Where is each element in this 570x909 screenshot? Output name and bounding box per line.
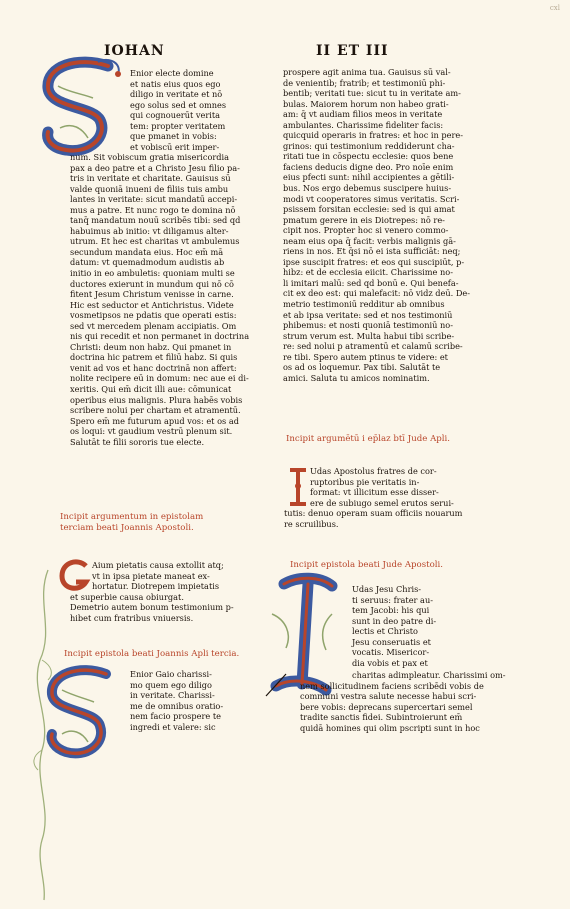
text-line: utrum. Et hec est charitas vt ambulemus bbox=[70, 236, 240, 247]
text-line: re tibi. Spero autem ptinus te videre: et bbox=[283, 351, 448, 362]
text-line: quidā homines qui olim pscripti sunt in hoc bbox=[300, 722, 480, 733]
text-line: strum verum est. Multa habui tibi scribe- bbox=[283, 330, 455, 341]
right-epistle-jude-indented bbox=[352, 584, 474, 668]
left-argument-3john-text bbox=[70, 560, 254, 623]
initial-g bbox=[58, 558, 92, 594]
text-line: Christi: deum non habz. Qui pmanet in bbox=[70, 341, 232, 352]
text-line: ingredi et valere: sic bbox=[130, 721, 216, 732]
text-line: valde quoniā inueni de filiis tuis ambu bbox=[70, 183, 229, 194]
rubric-line: terciam beati Joannis Apostoli. bbox=[60, 523, 194, 533]
text-line: sed vt mercedem plenam accipiatis. Om bbox=[70, 320, 237, 331]
text-line: nis qui recedit et non permanet in doctrina bbox=[70, 331, 250, 342]
text-line: cipit nos. Propter hoc si venero commo- bbox=[283, 225, 449, 236]
text-line: me de omnibus oratio- bbox=[130, 700, 224, 711]
text-line: de venientib; fratrib; et testimoniū phi- bbox=[283, 77, 446, 88]
text-line: lectis et Christo bbox=[352, 626, 418, 637]
text-line: Demetrio autem bonum testimonium p- bbox=[70, 602, 234, 613]
text-line: vocatis. Misericor- bbox=[352, 647, 430, 658]
text-line: vt in ipsa pietate maneat ex- bbox=[92, 570, 210, 581]
text-line: Enior electe domine bbox=[130, 68, 214, 78]
text-line: tradite sanctis fidei. Subintroierunt em̄ bbox=[300, 712, 463, 723]
text-line: initio in eo ambuletis: quoniam multi se bbox=[70, 268, 235, 279]
rubric-epistle-3john: Incipit epistola beati Joannis Apli tercia. bbox=[64, 649, 240, 659]
text-line: pmatum gerere in eis Diotrepes: nō re- bbox=[283, 214, 445, 225]
text-line: scribere nolui per chartam et atramentū. bbox=[70, 405, 241, 416]
text-line: doctrina hic patrem et filiū habz. Si quis bbox=[70, 352, 238, 363]
running-head-left: IOHAN bbox=[104, 43, 165, 59]
text-line: fitent Jesum Christum venisse in carne. bbox=[70, 289, 234, 300]
text-line: mo quem ego diligo bbox=[130, 679, 212, 690]
text-line: nem facio prospere te bbox=[130, 711, 222, 722]
folio-number: cxl bbox=[549, 4, 560, 12]
text-line: in veritate. Charissi- bbox=[130, 690, 215, 701]
text-line: charitas adimpleatur. Charissimi om- bbox=[352, 670, 506, 680]
text-line: xeritis. Qui em̄ dicit illi aue: cōmunicat bbox=[70, 384, 232, 395]
text-line: ipse suscipit fratres: et eos qui suscipiūt, p- bbox=[283, 256, 465, 267]
text-line: tem Jacobi: his qui bbox=[352, 605, 430, 616]
text-line: phibemus: et nosti quoniā testimoniū no- bbox=[283, 320, 453, 331]
text-line: communi vestra salute necesse habui scri- bbox=[300, 691, 477, 702]
text-line: Hic est seductor et Antichristus. Videte bbox=[70, 299, 234, 310]
left-block1-indented bbox=[130, 68, 252, 152]
text-line: ambulantes. Charissime fideliter facis: bbox=[283, 119, 444, 130]
text-line: grinos: qui testimonium reddiderunt cha- bbox=[283, 140, 455, 151]
left-epistle-3john-text bbox=[130, 669, 254, 732]
text-line: bulas. Maiorem horum non habeo grati- bbox=[283, 98, 449, 109]
text-line: Jesu conseruatis et bbox=[352, 636, 431, 647]
text-line: os loqui: vt gaudium vestrū plenum sit. bbox=[70, 426, 233, 437]
right-epistle-jude-full bbox=[300, 670, 506, 733]
text-line: tutis: denuo operam suam officiis nouarum bbox=[284, 508, 463, 519]
marginal-flourish-left bbox=[30, 570, 60, 900]
text-line: bentib; veritati tue: sicut tu in veritate am- bbox=[283, 88, 461, 99]
text-line: ego solus sed et omnes bbox=[130, 99, 227, 110]
text-line: num. Sit vobiscum gratia misericordia bbox=[70, 152, 230, 162]
text-line: tris in veritate et charitate. Gauisus sū bbox=[70, 173, 231, 184]
text-line: mus a patre. Et nunc rogo te domina nō bbox=[70, 204, 236, 215]
text-line: modi vt cooperatores simus veritatis. Scri- bbox=[283, 193, 460, 204]
text-line: os ad os loquemur. Pax tibi. Salutāt te bbox=[283, 362, 441, 373]
text-line: psissem forsitan ecclesie: sed is qui amat bbox=[283, 204, 455, 215]
rubric-line: Incipit argumentum in epistolam bbox=[60, 512, 204, 522]
text-line: datum: vt quemadmodum audistis ab bbox=[70, 257, 225, 268]
initial-i bbox=[286, 466, 310, 508]
text-line: format: vt illicitum esse disser- bbox=[310, 487, 439, 498]
text-line: ere de subiugo semel erutos serui- bbox=[310, 497, 454, 508]
text-line: Enior Gaio charissi- bbox=[130, 669, 212, 679]
text-line: et ab ipsa veritate: sed et nos testimoniū bbox=[283, 309, 453, 320]
text-line: et natis eius quos ego bbox=[130, 78, 221, 89]
right-argument-jude-text bbox=[284, 466, 476, 529]
text-line: neam eius opa q̄ facit: verbis malignis gā- bbox=[283, 235, 456, 246]
text-line: habuimus ab initio: vt diligamus alter- bbox=[70, 225, 229, 236]
text-line: vosmetipsos ne pdatis que operati estis: bbox=[70, 310, 237, 321]
text-line: amici. Saluta tu amicos nominatim. bbox=[283, 372, 430, 383]
text-line: hibet cum fratribus vniuersis. bbox=[70, 612, 194, 623]
right-block1 bbox=[283, 67, 473, 383]
text-line: Udas Apostolus fratres de cor- bbox=[310, 466, 437, 476]
rubric-epistle-jude: Incipit epistola beati Jude Apostoli. bbox=[290, 560, 443, 570]
text-line: prospere agit anima tua. Gauisus sū val- bbox=[283, 67, 451, 77]
text-line: Udas Jesu Chris- bbox=[352, 584, 422, 594]
text-line: eius pfecti sunt: nihil accipientes a gētili- bbox=[283, 172, 455, 183]
text-line: dia vobis et pax et bbox=[352, 657, 428, 668]
text-line: li imitari malū: sed qd bonū e. Qui benefa- bbox=[283, 277, 459, 288]
text-line: lantes in veritate: sicut mandatū accepi- bbox=[70, 194, 238, 205]
rubric-argument-3john bbox=[60, 512, 203, 534]
text-line: hortatur. Diotrepem impietatis bbox=[92, 581, 220, 592]
text-line: quicquid operaris in fratres: et hoc in pere- bbox=[283, 130, 464, 141]
text-line: ductores exierunt in mundum qui nō cō bbox=[70, 278, 234, 289]
text-line: qui cognouerūt verita bbox=[130, 110, 221, 121]
text-line: et vobiscū erit imper- bbox=[130, 141, 220, 152]
text-line: ti seruus: frater au- bbox=[352, 594, 433, 605]
text-line: metrio testimoniū redditur ab omnibus bbox=[283, 299, 445, 310]
text-line: venit ad vos et hanc doctrinā non affert: bbox=[70, 362, 237, 373]
text-line: am: q̄ vt audiam filios meos in veritate bbox=[283, 109, 443, 120]
text-line: Aium pietatis causa extollit atq; bbox=[92, 560, 224, 570]
text-line: cit ex deo est: qui malefacit: nō vidz deū. De- bbox=[283, 288, 471, 299]
running-head-right: II ET III bbox=[316, 43, 389, 59]
text-line: faciens deducis digne deo. Pro noīe enim bbox=[283, 161, 454, 172]
text-line: nolite recipere eū in domum: nec aue ei di- bbox=[70, 373, 249, 384]
text-line: bus. Nos ergo debemus suscipere huius- bbox=[283, 183, 452, 194]
text-line: operibus eius malignis. Plura habēs vobis bbox=[70, 394, 243, 405]
text-line: sunt in deo patre di- bbox=[352, 615, 437, 626]
text-line: riens in nos. Et q̄si nō ei ista sufficiāt: neq; bbox=[283, 246, 461, 257]
text-line: bere vobis: deprecans supercertari semel bbox=[300, 701, 473, 712]
text-line: hibz: et de ecclesia eiicit. Charissime no- bbox=[283, 267, 453, 278]
text-line: re scruilibus. bbox=[284, 518, 339, 529]
text-line: et superbie causa obiurgat. bbox=[70, 591, 184, 602]
rubric-argument-jude: Incipit argumētū i ep̄laz btī Jude Apli. bbox=[286, 434, 451, 444]
text-line: re: sed nolui p atramentū et calamū scribe- bbox=[283, 341, 463, 352]
text-line: diligo in veritate et nō bbox=[130, 89, 223, 100]
text-line: Salutāt te filii sororis tue electe. bbox=[70, 436, 205, 447]
text-line: ritati tue in cōspectu ecclesie: quos bene bbox=[283, 151, 454, 162]
text-line: que pmanet in vobis: bbox=[130, 131, 217, 142]
text-line: Spero em̄ me futurum apud vos: et os ad bbox=[70, 415, 239, 426]
text-line: tem: propter veritatem bbox=[130, 120, 226, 131]
left-block1-full bbox=[70, 152, 252, 447]
text-line: tanq̄ mandatum nouū scribēs tibi: sed qd bbox=[70, 215, 241, 226]
text-line: nem sollicitudinem faciens scribēdi vobis de bbox=[300, 680, 484, 691]
text-line: secundum mandata eius. Hoc em̄ mā bbox=[70, 246, 224, 257]
text-line: pax a deo patre et a Christo Jesu filio pa- bbox=[70, 162, 240, 173]
text-line: ruptoribus pie veritatis in- bbox=[310, 476, 420, 487]
illuminated-initial-s bbox=[38, 58, 128, 163]
